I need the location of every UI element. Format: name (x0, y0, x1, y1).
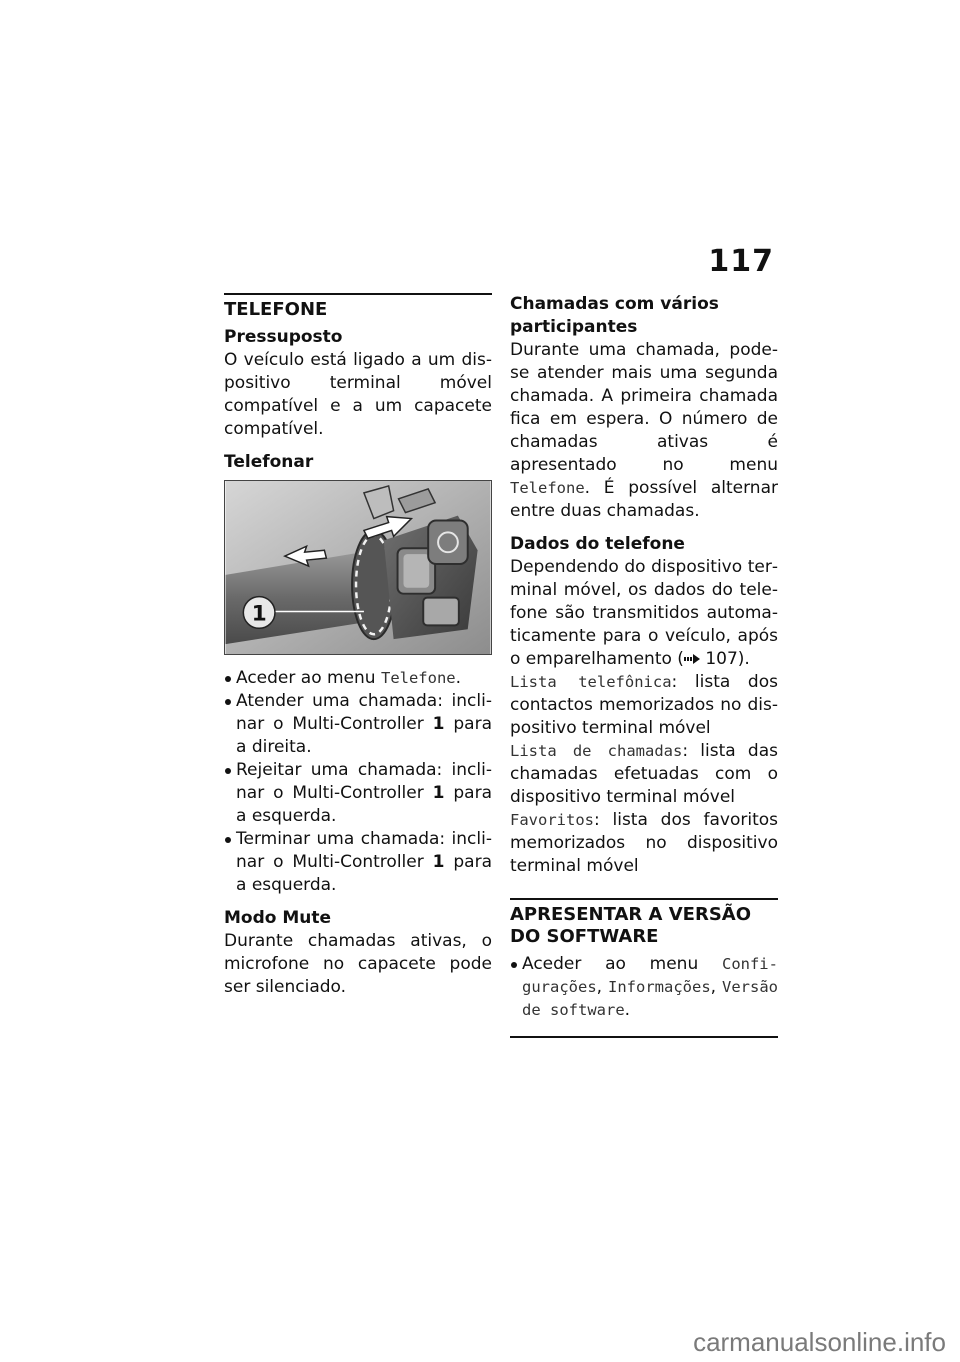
reference-page[interactable]: 107 (705, 649, 738, 669)
watermark: carmanualsonline.info (693, 1327, 946, 1357)
arrow-reference-icon (684, 653, 700, 665)
heading-pressuposto: Pressuposto (224, 327, 343, 347)
handlebar-controls-figure (224, 480, 492, 655)
paragraph-modo-mute: Durante chamadas ativas, o microfone no capacete pode ser silenciado. (224, 931, 492, 997)
heading-dados-telefone: Dados do telefone (510, 534, 685, 554)
left-column (224, 293, 492, 1009)
heading-chamadas-varios: Chamadas com vários participantes (510, 294, 719, 337)
figure-callout-1: 1 (251, 601, 267, 627)
list-item: Aceder ao menu Configurações, Informações, Versão de software. (510, 953, 778, 1022)
list-item: Lista telefônica: lista dos contactos memorizados no dispositivo terminal móvel (510, 672, 778, 738)
paragraph-dados-telefone: Dependendo do dispositivo terminal móvel, os dados do telefone são transmitidos automaticamente para o veículo, após o emparelhamento ( 107). (510, 557, 778, 669)
list-item: Atender uma chamada: inclinar o Multi-Controller 1 para a direita. (224, 690, 492, 759)
list-item: Terminar uma chamada: inclinar o Multi-Controller 1 para a esquerda. (224, 828, 492, 897)
heading-telefonar: Telefonar (224, 452, 314, 472)
list-item: Favoritos: lista dos favoritos memorizados no dispositivo terminal móvel (510, 810, 778, 876)
right-column (510, 293, 778, 1038)
paragraph-chamadas-varios: Durante uma chamada, pode-se atender mais uma segunda chamada. A primeira chamada fica em espera. O número de chamadas ativas é apresentado no menu Telefone. É possível alternar entre duas chamadas. (510, 340, 778, 521)
end-rule (510, 1036, 778, 1038)
section-title-versao-software: APRESENTAR A VERSÃO DO SOFTWARE (510, 904, 752, 947)
heading-modo-mute: Modo Mute (224, 908, 332, 928)
list-item: Aceder ao menu Telefone. (224, 667, 492, 690)
list-item: Lista de chamadas: lista das chamadas efetuadas com o dispositivo terminal móvel (510, 741, 778, 807)
page-number: 117 (708, 244, 774, 279)
section-title-telefone: TELEFONE (224, 299, 328, 320)
telefonar-bullet-list (224, 667, 492, 897)
paragraph-pressuposto: O veículo está ligado a um dispositivo terminal móvel compatível e a um capacete compatível. (224, 350, 492, 439)
software-bullet-list (510, 953, 778, 1022)
list-item: Rejeitar uma chamada: inclinar o Multi-Controller 1 para a esquerda. (224, 759, 492, 828)
